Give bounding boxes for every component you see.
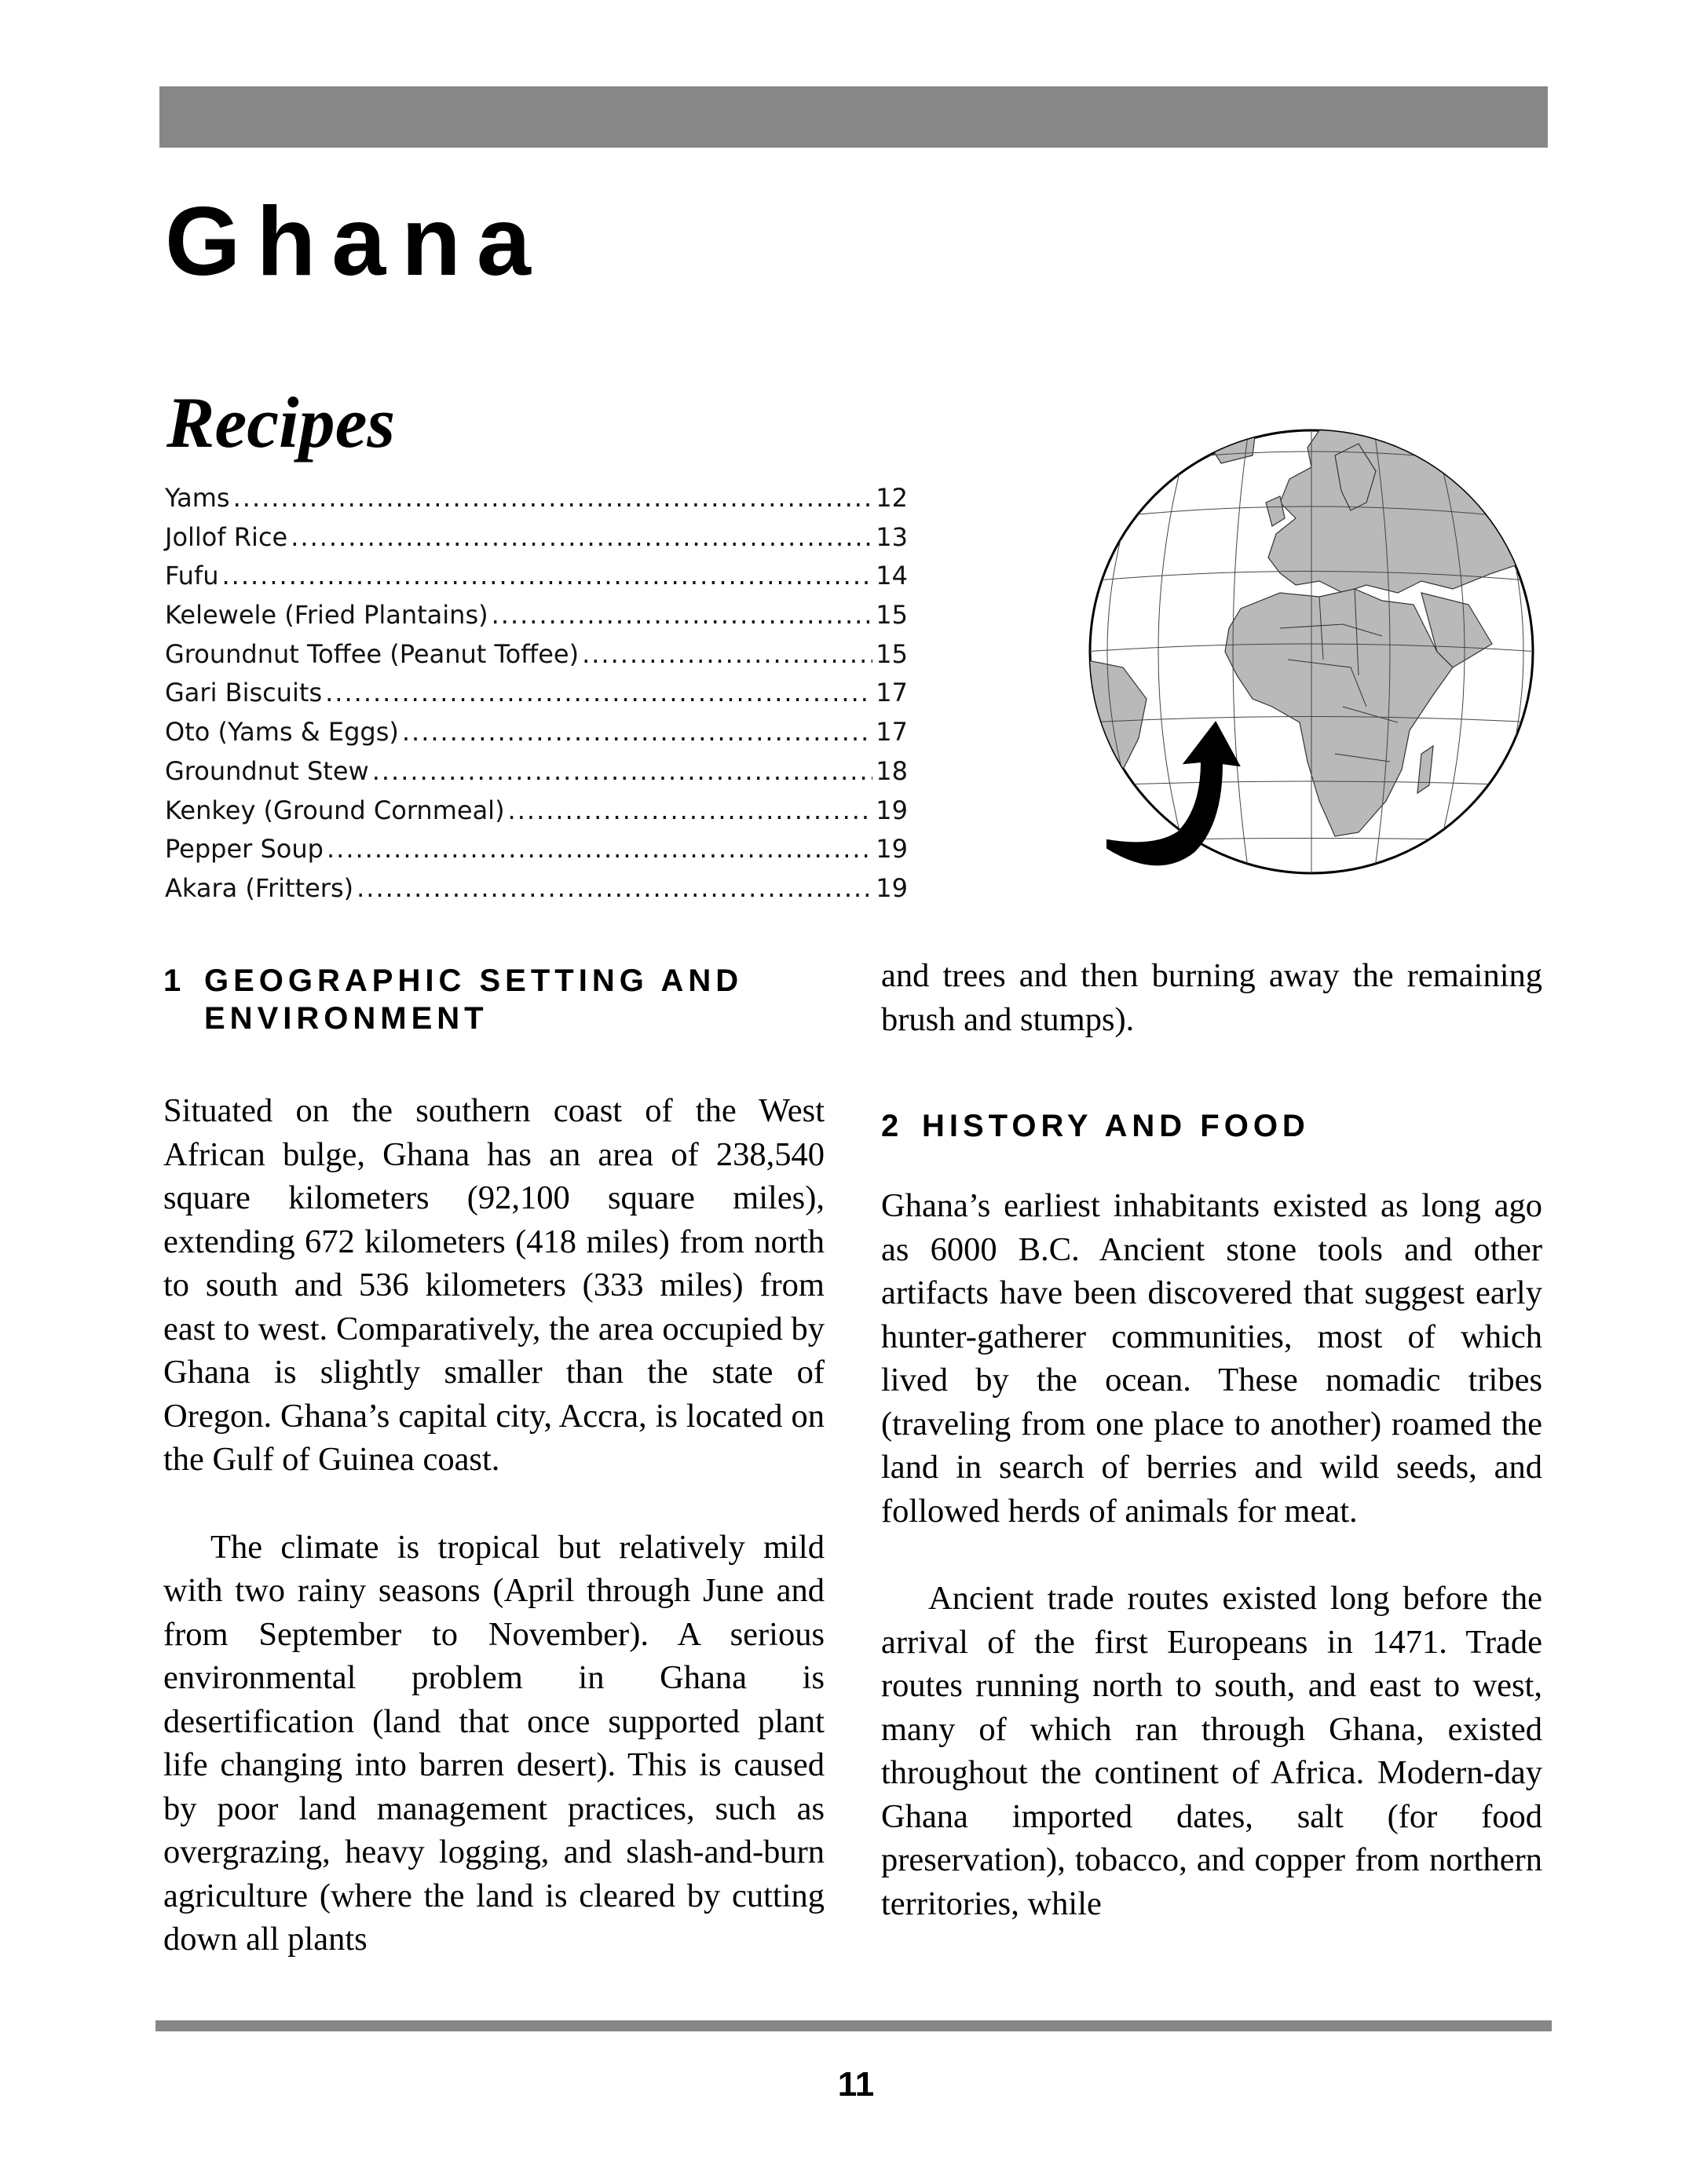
footer-bar: [155, 2020, 1552, 2031]
header-bar: [159, 86, 1548, 148]
leader-dots: [508, 792, 873, 831]
page-title: Ghana: [165, 188, 547, 296]
recipe-page: 17: [876, 717, 908, 748]
recipe-page: 18: [876, 755, 908, 786]
recipe-name: Kenkey (Ground Cornmeal): [165, 795, 505, 825]
recipe-name: Akara (Fritters): [165, 872, 354, 903]
recipe-item[interactable]: [165, 557, 908, 596]
recipe-name: Groundnut Toffee (Peanut Toffee): [165, 638, 580, 669]
recipe-item[interactable]: [165, 518, 908, 558]
paragraph-climate-cont: and trees and then burning away the remaining brush and stumps).: [881, 957, 1542, 1038]
section-heading-geographic: [163, 962, 825, 1037]
leader-dots: [492, 596, 873, 635]
leader-dots: [221, 557, 872, 596]
recipe-list: [165, 479, 908, 909]
page-number: 11: [837, 2065, 875, 2104]
leader-dots: [357, 869, 872, 909]
paragraph-trade: Ancient trade routes existed long before the arrival of the first Europeans in 1471. Trade routes running north to south, and east to west, many of which ran through Ghana, existed throughout the continent of Africa. Modern-day Ghana imported dates, salt (for food preservation), tobacco, and copper from northern territories, while: [881, 1580, 1542, 1922]
leader-dots: [372, 752, 873, 792]
recipe-name: Pepper Soup: [165, 834, 324, 865]
globe-illustration: [1084, 424, 1539, 879]
paragraph-climate: The climate is tropical but relatively mild with two rainy seasons (April through June and from September to November). A serious environmental problem in Ghana is desertification (land that once supported plant life changing into barren desert). This is caused by poor land management practices, such as overgrazing, heavy logging, and slash-and-burn agriculture (where the land is cleared by cutting down all plants: [163, 1528, 825, 1958]
recipe-item[interactable]: [165, 596, 908, 635]
section-title: HISTORY AND FOOD: [922, 1109, 1310, 1143]
recipe-name: Kelewele (Fried Plantains): [165, 600, 488, 631]
recipe-page: 14: [876, 561, 908, 591]
paragraph-geography: Situated on the southern coast of the West African bulge, Ghana has an area of 238,540 square kilometers (92,100 square miles), extending 672 kilometers (418 miles) from north to south and 536 kilometers (333 miles) from east to west. Comparatively, the area occupied by Ghana is slightly smaller than the state of Oregon. Ghana’s capital city, Accra, is located on the Gulf of Guinea coast.: [163, 1092, 825, 1478]
recipe-name: Gari Biscuits: [165, 678, 323, 708]
leader-dots: [582, 635, 872, 675]
section-title-line2: ENVIRONMENT: [204, 1001, 488, 1036]
recipe-page: 15: [876, 600, 908, 631]
section-heading-history: [881, 1107, 1542, 1145]
recipe-item[interactable]: [165, 479, 908, 518]
recipe-item[interactable]: [165, 792, 908, 831]
recipe-name: Groundnut Stew: [165, 755, 369, 786]
recipe-page: 19: [876, 872, 908, 903]
recipe-item[interactable]: [165, 635, 908, 675]
recipe-name: Fufu: [165, 561, 219, 591]
leader-dots: [402, 713, 872, 752]
recipes-heading: Recipes: [166, 382, 396, 462]
leader-dots: [233, 479, 873, 518]
column-left: [163, 962, 825, 1961]
recipe-page: 19: [876, 795, 908, 825]
recipe-page: 19: [876, 834, 908, 865]
recipe-item[interactable]: [165, 830, 908, 869]
section-number: 2: [881, 1109, 904, 1143]
recipe-name: Jollof Rice: [165, 521, 288, 552]
recipe-item[interactable]: [165, 674, 908, 713]
recipe-page: 13: [876, 521, 908, 552]
recipe-item[interactable]: [165, 869, 908, 909]
recipe-page: 17: [876, 678, 908, 708]
leader-dots: [291, 518, 872, 558]
column-right: [881, 957, 1542, 1925]
leader-dots: [327, 830, 872, 869]
recipe-item[interactable]: [165, 713, 908, 752]
leader-dots: [325, 674, 872, 713]
recipe-name: Oto (Yams & Eggs): [165, 717, 399, 748]
section-title-line1: GEOGRAPHIC SETTING AND: [204, 963, 744, 998]
paragraph-history: Ghana’s earliest inhabitants existed as long ago as 6000 B.C. Ancient stone tools and other artifacts have been discovered that suggest early hunter-gatherer communities, most of which lived by the ocean. These nomadic tribes (traveling from one place to another) roamed the land in search of berries and wild seeds, and followed herds of animals for meat.: [881, 1187, 1542, 1530]
recipe-item[interactable]: [165, 752, 908, 792]
recipe-name: Yams: [165, 483, 230, 513]
section-number: 1: [163, 963, 186, 998]
recipe-page: 15: [876, 638, 908, 669]
recipe-page: 12: [876, 483, 908, 513]
